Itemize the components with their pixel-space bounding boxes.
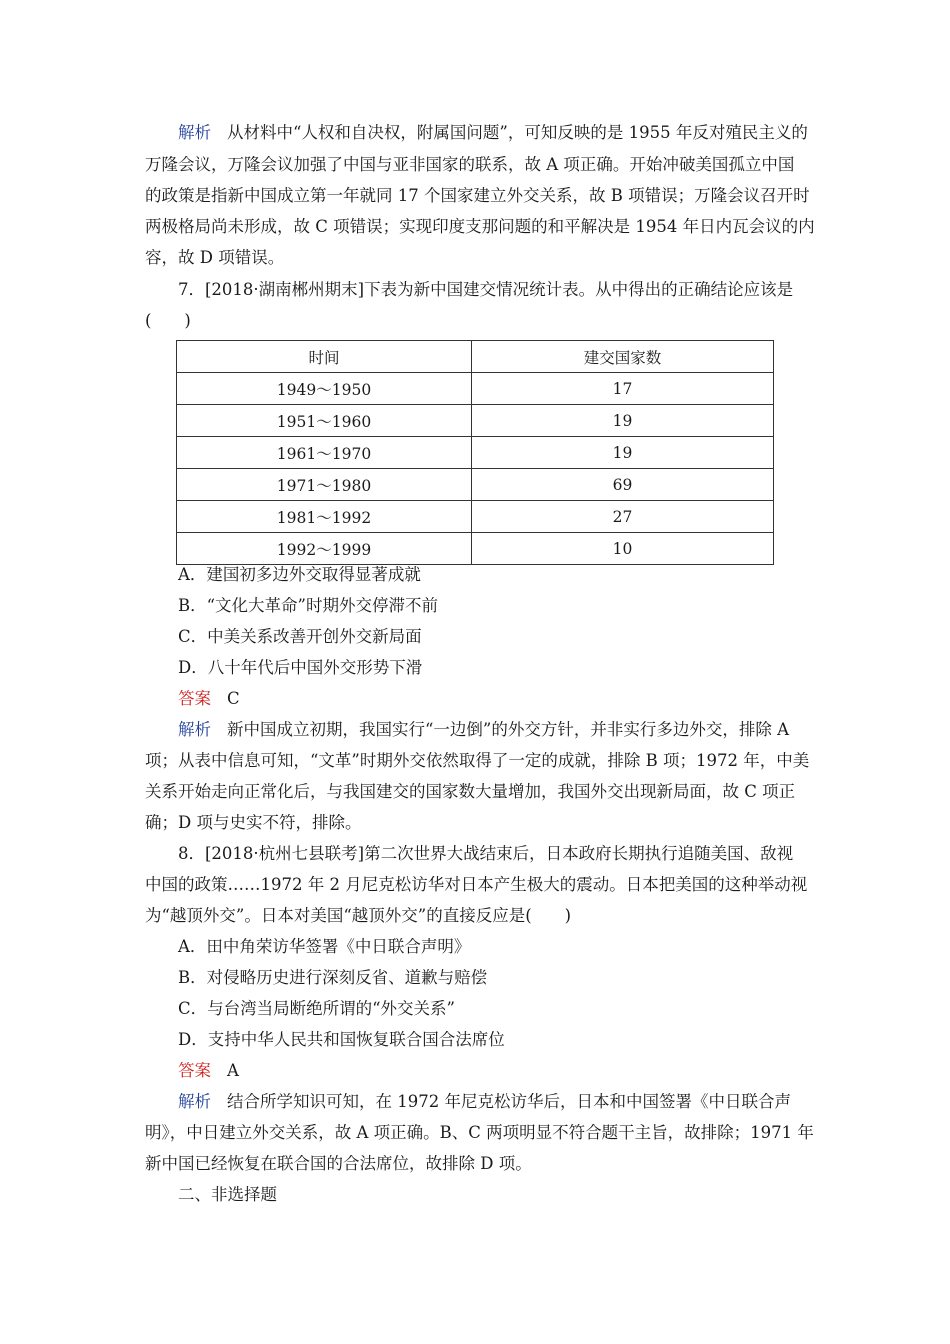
analysis-6-line-2: 万隆会议，万隆会议加强了中国与亚非国家的联系，故 A 项正确。开始冲破美国孤立中国 <box>145 155 795 174</box>
section-heading: 二、非选择题 <box>178 1185 277 1204</box>
question-8-stem-line-2: 中国的政策……1972 年 2 月尼克松访华对日本产生极大的震动。日本把美国的这种举动视 <box>145 875 808 894</box>
question-8-option-a: A．田中角荣访华签署《中日联合声明》 <box>178 937 471 956</box>
analysis-label: 解析 <box>178 720 211 739</box>
analysis-6-line-4: 两极格局尚未形成，故 C 项错误；实现印度支那问题的和平解决是 1954 年日内瓦会议的内 <box>145 217 815 236</box>
question-7-analysis-line-4: 确；D 项与史实不符，排除。 <box>145 813 362 832</box>
question-7-analysis-line-2: 项；从表中信息可知，“文革”时期外交依然取得了一定的成就，排除 B 项；1972 年，中美 <box>145 751 810 770</box>
question-7-stem-line-2: ( ) <box>145 311 191 330</box>
question-7-option-d: D．八十年代后中国外交形势下滑 <box>178 658 423 677</box>
question-8-answer <box>178 1061 239 1081</box>
table-cell-period: 1971～1980 <box>177 469 472 501</box>
analysis-label: 解析 <box>178 1092 211 1111</box>
table-row <box>177 469 774 501</box>
table-cell-period: 1951～1960 <box>177 405 472 437</box>
question-8-analysis-line-3: 新中国已经恢复在联合国的合法席位，故排除 D 项。 <box>145 1154 532 1173</box>
question-7-option-c: C．中美关系改善开创外交新局面 <box>178 627 422 646</box>
answer-value: C <box>227 689 240 708</box>
question-8-option-b: B．对侵略历史进行深刻反省、道歉与赔偿 <box>178 968 488 987</box>
question-7-analysis-line-3: 关系开始走向正常化后，与我国建交的国家数大量增加，我国外交出现新局面，故 C 项正 <box>145 782 796 801</box>
table-cell-count: 69 <box>472 469 774 501</box>
table-cell-period: 1992～1999 <box>177 533 472 565</box>
analysis-6-line-5: 容，故 D 项错误。 <box>145 248 285 267</box>
table-row <box>177 501 774 533</box>
table-cell-count: 27 <box>472 501 774 533</box>
table-row <box>177 405 774 437</box>
table-row <box>177 373 774 405</box>
question-8-stem-line-1: 8．[2018·杭州七县联考]第二次世界大战结束后，日本政府长期执行追随美国、敌视 <box>178 844 794 863</box>
answer-label: 答案 <box>178 689 211 708</box>
answer-label: 答案 <box>178 1061 211 1080</box>
table-header-period: 时间 <box>177 341 472 373</box>
question-7-option-a: A．建国初多边外交取得显著成就 <box>178 565 421 584</box>
question-7-analysis-line-1: 解析 新中国成立初期，我国实行“一边倒”的外交方针，并非实行多边外交，排除 A <box>178 720 790 739</box>
table-row <box>177 437 774 469</box>
table-header-row <box>177 341 774 373</box>
analysis-label: 解析 <box>178 123 211 142</box>
analysis-6-line-1: 解析 从材料中“人权和自决权，附属国问题”，可知反映的是 1955 年反对殖民主义的 <box>178 123 808 142</box>
table-header-count: 建交国家数 <box>472 341 774 373</box>
table-cell-period: 1949～1950 <box>177 373 472 405</box>
question-8-option-d: D．支持中华人民共和国恢复联合国合法席位 <box>178 1030 505 1049</box>
table-cell-period: 1961～1970 <box>177 437 472 469</box>
question-8-analysis-line-1: 解析 结合所学知识可知，在 1972 年尼克松访华后，日本和中国签署《中日联合声 <box>178 1092 791 1111</box>
table-cell-count: 17 <box>472 373 774 405</box>
answer-value: A <box>227 1061 239 1080</box>
table-cell-period: 1981～1992 <box>177 501 472 533</box>
table-row <box>177 533 774 565</box>
table-cell-count: 19 <box>472 437 774 469</box>
question-7-option-b: B．“文化大革命”时期外交停滞不前 <box>178 596 438 615</box>
table-cell-count: 10 <box>472 533 774 565</box>
question-8-stem-line-3: 为“越顶外交”。日本对美国“越顶外交”的直接反应是( ) <box>145 906 572 925</box>
table-cell-count: 19 <box>472 405 774 437</box>
question-7-stem-line-1: 7．[2018·湖南郴州期末]下表为新中国建交情况统计表。从中得出的正确结论应该是 <box>178 280 794 299</box>
question-8-option-c: C．与台湾当局断绝所谓的“外交关系” <box>178 999 455 1018</box>
diplomatic-relations-table <box>176 340 774 565</box>
question-7-answer <box>178 689 240 709</box>
question-8-analysis-line-2: 明》，中日建立外交关系，故 A 项正确。B、C 两项明显不符合题干主旨，故排除；1971 年 <box>145 1123 814 1142</box>
analysis-6-line-3: 的政策是指新中国成立第一年就同 17 个国家建立外交关系，故 B 项错误；万隆会议召开时 <box>145 186 810 205</box>
